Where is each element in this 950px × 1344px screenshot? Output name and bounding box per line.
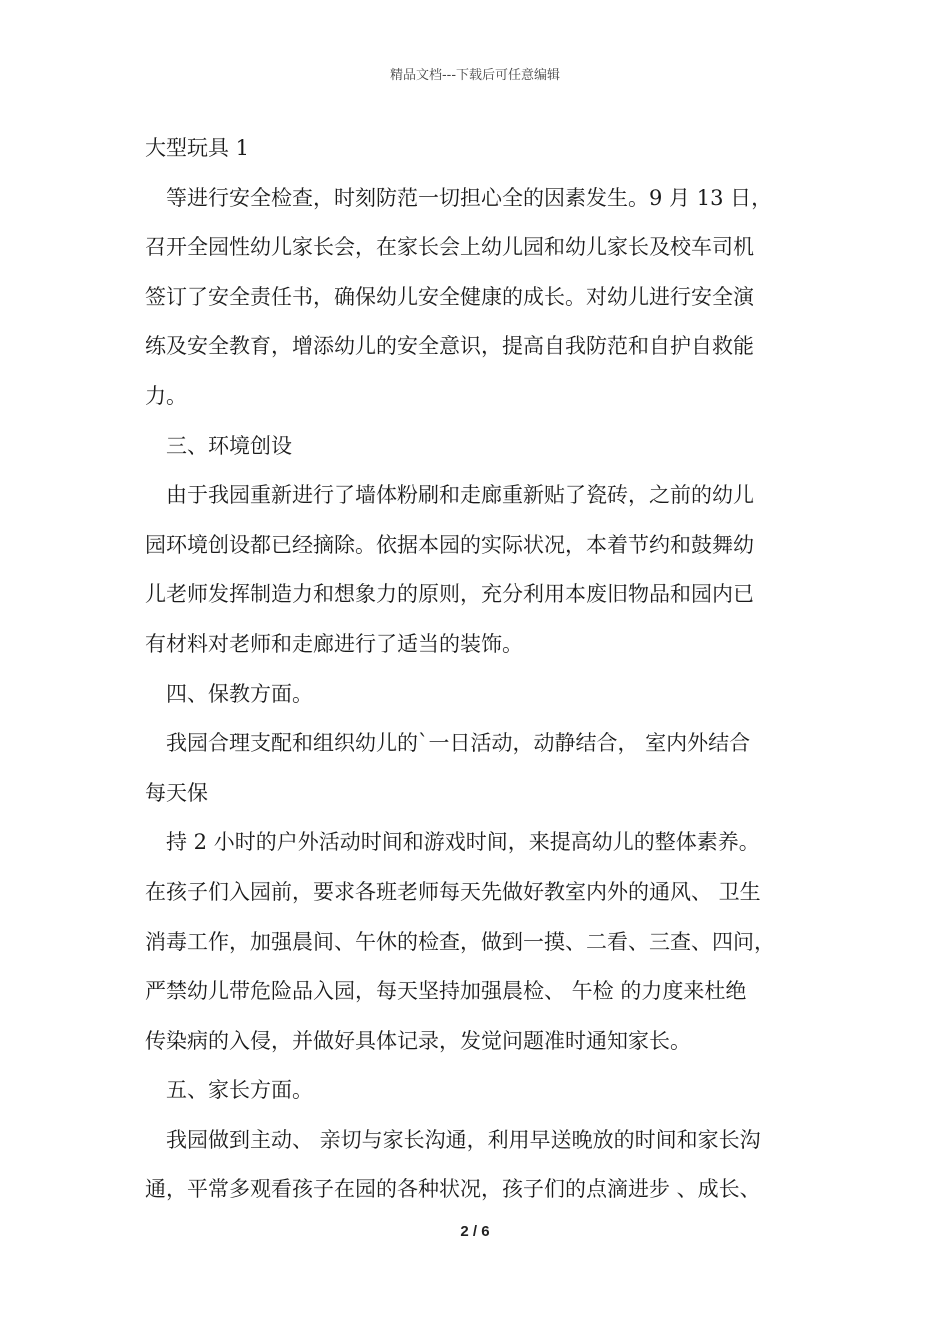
text-line: 消毒工作，加强晨间、午休的检查，做到一摸、二看、三查、四问， — [145, 929, 775, 954]
page-number: 2 / 6 — [460, 1223, 490, 1240]
text-line: 我园做到主动、 亲切与家长沟通，利用早送晚放的时间和家长沟 — [166, 1127, 761, 1152]
section-heading: 三、环境创设 — [166, 433, 292, 458]
text-line: 练及安全教育，增添幼儿的安全意识，提高自我防范和自护自救能 — [145, 334, 754, 359]
section-heading: 四、保教方面。 — [166, 681, 313, 706]
text-line: 每天保 — [145, 780, 208, 805]
text-line: 我园合理支配和组织幼儿的`一日活动，动静结合， 室内外结合 — [166, 731, 751, 756]
text-line: 大型玩具 1 — [145, 136, 250, 160]
text-line: 签订了安全责任书，确保幼儿安全健康的成长。对幼儿进行安全演 — [145, 284, 754, 309]
text-line: 传染病的入侵，并做好具体记录，发觉问题准时通知家长。 — [145, 1028, 691, 1053]
text-line: 召开全园性幼儿家长会，在家长会上幼儿园和幼儿家长及校车司机 — [145, 235, 754, 260]
text-line: 力。 — [145, 383, 187, 408]
text-line: 等进行安全检查，时刻防范一切担心全的因素发生。9 月 13 日， — [166, 185, 773, 210]
text-line: 园环境创设都已经摘除。依据本园的实际状况，本着节约和鼓舞幼 — [145, 532, 754, 557]
text-line: 在孩子们入园前，要求各班老师每天先做好教室内外的通风、 卫生 — [145, 879, 761, 904]
text-line: 通，平常多观看孩子在园的各种状况，孩子们的点滴进步 、成长、 — [145, 1177, 761, 1202]
text-line: 由于我园重新进行了墙体粉刷和走廊重新贴了瓷砖，之前的幼儿 — [166, 483, 754, 508]
text-line: 儿老师发挥制造力和想象力的原则，充分利用本废旧物品和园内已 — [145, 582, 754, 607]
document-body — [145, 130, 815, 1221]
text-line: 严禁幼儿带危险品入园，每天坚持加强晨检、 午检 的力度来杜绝 — [145, 979, 747, 1004]
page-header: 精品文档---下载后可任意编辑 — [389, 68, 561, 83]
text-line: 持 2 小时的户外活动时间和游戏时间，来提高幼儿的整体素养。 — [166, 830, 760, 855]
text-line: 有材料对老师和走廊进行了适当的装饰。 — [145, 631, 523, 656]
section-heading: 五、家长方面。 — [166, 1078, 313, 1103]
